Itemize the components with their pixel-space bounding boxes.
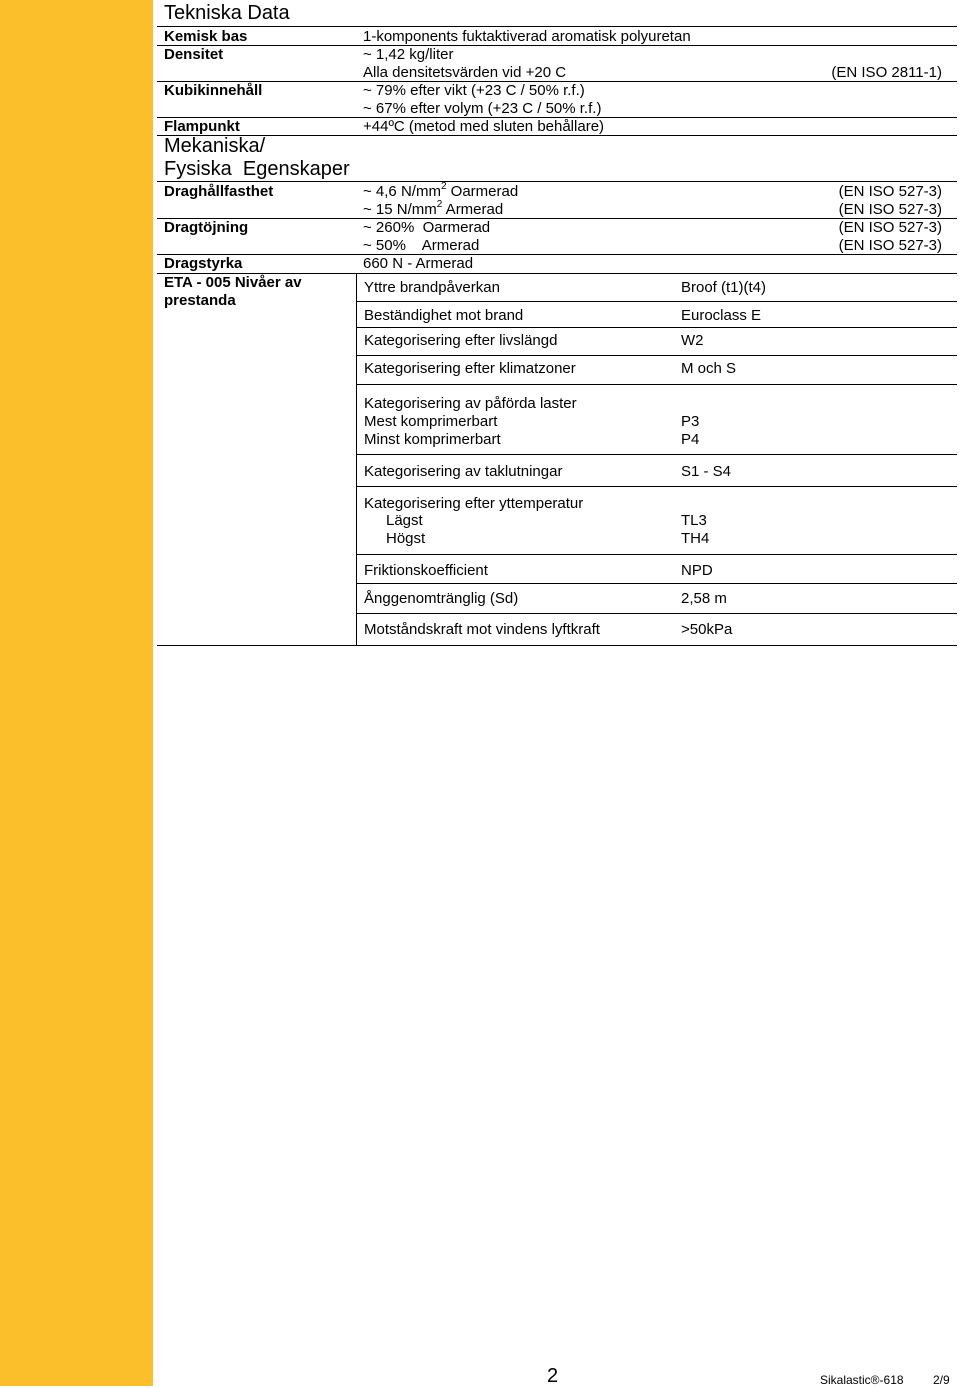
- eta-row-key: Ånggenomtränglig (Sd): [364, 590, 519, 607]
- divider: [157, 218, 957, 219]
- divider: [157, 26, 957, 27]
- mech-title-line1: Mekaniska/: [164, 135, 266, 157]
- kubikinnehall-label: Kubikinnehåll: [164, 82, 263, 99]
- densitet-value: ~ 1,42 kg/liter: [363, 46, 454, 63]
- divider: [357, 327, 957, 328]
- draghallfasthet-ref2: (EN ISO 527-3): [838, 201, 942, 218]
- eta-row-key: Lägst: [386, 512, 423, 529]
- column-divider: [356, 274, 357, 646]
- divider: [357, 454, 957, 455]
- densitet-note: Alla densitetsvärden vid +20 C: [363, 64, 567, 81]
- eta-row-key: Kategorisering efter livslängd: [364, 332, 558, 349]
- eta-row-value: W2: [681, 332, 704, 349]
- product-name: Sikalastic®-618: [820, 1373, 904, 1387]
- kemisk-bas-value: 1-komponents fuktaktiverad aromatisk polyuretan: [363, 28, 691, 45]
- eta-row-key: Kategorisering efter klimatzoner: [364, 360, 576, 377]
- dragtojning-label: Dragtöjning: [164, 219, 249, 236]
- divider: [157, 135, 957, 136]
- divider: [357, 583, 957, 584]
- eta-row-value: Euroclass E: [681, 307, 762, 324]
- dragtojning-ref2: (EN ISO 527-3): [838, 237, 942, 254]
- eta-row-value: Broof (t1)(t4): [681, 279, 767, 296]
- eta-row-key: Yttre brandpåverkan: [364, 279, 500, 296]
- divider: [157, 45, 957, 46]
- kemisk-bas-label: Kemisk bas: [164, 28, 248, 45]
- divider: [157, 181, 957, 182]
- divider: [157, 645, 957, 646]
- eta-row-key: Beständighet mot brand: [364, 307, 524, 324]
- eta-row-value: M och S: [681, 360, 737, 377]
- draghallfasthet-line1: ~ 4,6 $N/mm^2$ Oarmerad: [363, 181, 519, 200]
- page-of: 2/9: [933, 1373, 950, 1387]
- eta-label-line1: ETA - 005 Nivåer av: [164, 274, 302, 291]
- densitet-ref: (EN ISO 2811-1): [831, 64, 942, 81]
- section-title: Tekniska Data: [164, 2, 290, 24]
- eta-row-key: Högst: [386, 530, 426, 547]
- kubikinnehall-line2: ~ 67% efter volym (+23 C / 50% r.f.): [363, 100, 602, 117]
- divider: [357, 486, 957, 487]
- kubikinnehall-line1: ~ 79% efter vikt (+23 C / 50% r.f.): [363, 82, 585, 99]
- flampunkt-value: +44ºC (metod med sluten behållare): [363, 118, 605, 135]
- eta-label-line2: prestanda: [164, 292, 236, 309]
- eta-row-key: Kategorisering efter yttemperatur: [364, 495, 584, 512]
- eta-row-value: 2,58 m: [681, 590, 727, 607]
- eta-row-value: TL3: [681, 512, 707, 529]
- densitet-label: Densitet: [164, 46, 224, 63]
- eta-row-key: Kategorisering av taklutningar: [364, 463, 563, 480]
- eta-row-value: P3: [681, 413, 700, 430]
- divider: [357, 301, 957, 302]
- eta-row-key: Mest komprimerbart: [364, 413, 498, 430]
- draghallfasthet-line2: ~ 15 $N/mm^2$ Armerad: [363, 199, 504, 218]
- eta-row-value: P4: [681, 431, 700, 448]
- eta-row-value: S1 - S4: [681, 463, 732, 480]
- page-number: 2: [547, 1365, 559, 1387]
- dragstyrka-value: 660 N - Armerad: [363, 255, 474, 272]
- dragtojning-ref1: (EN ISO 527-3): [838, 219, 942, 236]
- draghallfasthet-ref1: (EN ISO 527-3): [838, 183, 942, 200]
- eta-row-key: Kategorisering av påförda laster: [364, 395, 577, 412]
- eta-row-value: NPD: [681, 562, 713, 579]
- eta-row-value: >50kPa: [681, 621, 733, 638]
- divider: [157, 254, 957, 255]
- draghallfasthet-label: Draghållfasthet: [164, 183, 274, 200]
- dragtojning-line1: ~ 260% Oarmerad: [363, 219, 491, 236]
- divider: [357, 355, 957, 356]
- yellow-side-stripe: [0, 0, 153, 1386]
- dragtojning-line2: ~ 50% Armerad: [363, 237, 480, 254]
- dragstyrka-label: Dragstyrka: [164, 255, 243, 272]
- divider: [357, 613, 957, 614]
- divider: [357, 554, 957, 555]
- eta-row-value: TH4: [681, 530, 710, 547]
- eta-row-key: Minst komprimerbart: [364, 431, 501, 448]
- flampunkt-label: Flampunkt: [164, 118, 240, 135]
- divider: [357, 384, 957, 385]
- eta-row-key: Motståndskraft mot vindens lyftkraft: [364, 621, 600, 638]
- mech-title-line2: Fysiska Egenskaper: [164, 158, 350, 180]
- eta-row-key: Friktionskoefficient: [364, 562, 488, 579]
